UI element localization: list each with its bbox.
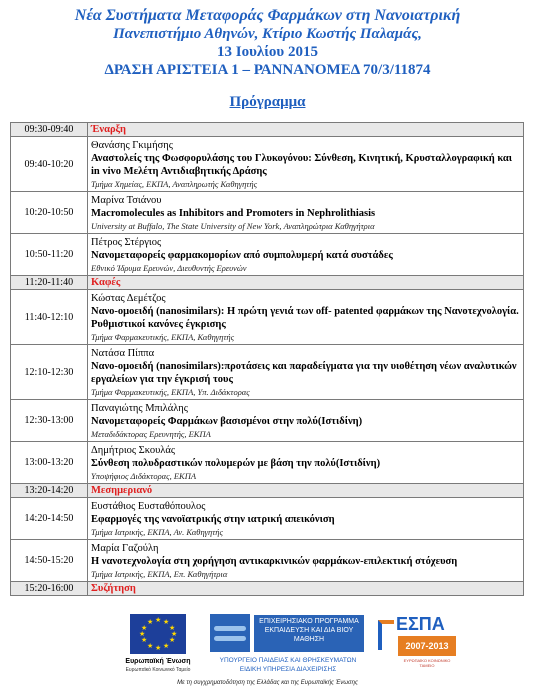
managing-authority: ΕΙΔΙΚΗ ΥΠΗΡΕΣΙΑ ΔΙΑΧΕΙΡΙΣΗΣ [239,666,337,673]
time-cell: 13:00-13:20 [11,442,88,484]
schedule-row [11,137,524,192]
schedule-row [11,290,524,345]
schedule-row [11,234,524,276]
speaker-name: Μαρίνα Τσιάνου [91,194,162,206]
event-venue: Πανεπιστήμιο Αθηνών, Κτίριο Κωστής Παλαμάς, [113,26,422,42]
talk-title: Νανο-ομοειδή (nanosimilars): Η πρώτη γενιά των off- patented φαρμάκων της Νανοτεχνολογία. Ρυθμιστικοί κανόνες έγκρισης [91,305,519,330]
speaker-name: Κώστας Δεμέτζος [91,292,166,304]
speaker-name: Ευστάθιος Ευσταθόπουλος [91,500,206,512]
document-header [0,0,535,80]
talk-cell [88,498,524,540]
speaker-affiliation: Τμήμα Ιατρικής, ΕΚΠΑ, Επ. Καθηγήτρια [91,568,228,579]
time-cell: 11:20-11:40 [11,276,88,290]
time-cell: 09:30-09:40 [11,123,88,137]
talk-title: Νανο-ομοειδή (nanosimilars):προτάσεις και παραδείγματα για την υιοθέτηση νέων αναλυτικών εργαλείων για την έγκρισή τους [91,360,517,385]
talk-cell [88,345,524,400]
speaker-name: Νατάσα Πίππα [91,347,155,359]
speaker-affiliation: Τμήμα Ιατρικής, ΕΚΠΑ, Αν. Καθηγητής [91,526,223,537]
talk-title: Η νανοτεχνολογία στη χορήγηση αντικαρκινικών φαρμάκων-επιλεκτική στόχευση [91,555,458,567]
time-cell: 10:20-10:50 [11,192,88,234]
eu-caption: Ευρωπαϊκή Ένωση [125,658,191,665]
time-cell: 14:20-14:50 [11,498,88,540]
break-label: Καφές [88,276,524,290]
talk-title: Macromolecules as Inhibitors and Promoters in Nephrolithiasis [91,207,376,219]
speaker-affiliation: University at Buffalo, The State University of New York, Αναπληρώτρια Καθηγήτρια [91,220,375,231]
talk-cell [88,442,524,484]
espa-subtitle: ΕΥΡΩΠΑΪΚΟ ΚΟΙΝΩΝΙΚΟ ΤΑΜΕΙΟ [403,658,451,668]
talk-cell [88,192,524,234]
speaker-name: Δημήτριος Σκουλάς [91,444,176,456]
speaker-affiliation: Εθνικό Ίδρυμα Ερευνών, Διευθυντής Ερευνών [91,262,247,273]
talk-cell [88,137,524,192]
speaker-affiliation: Μεταδιδάκτορας Ερευνητής, ΕΚΠΑ [91,428,211,439]
schedule-row [11,498,524,540]
time-cell: 14:50-15:20 [11,540,88,582]
speaker-affiliation: Τμήμα Φαρμακευτικής, ΕΚΠΑ, Καθηγητής [91,331,235,342]
espa-years: 2007-2013 [398,636,456,656]
event-date: 13 Ιουλίου 2015 [217,44,318,60]
espa-logo [378,614,464,668]
schedule-break-row [11,276,524,290]
time-cell: 09:40-10:20 [11,137,88,192]
program-title: Πρόγραμμα [229,94,306,110]
schedule-row [11,400,524,442]
break-label: Έναρξη [88,123,524,137]
talk-title: Εφαρμογές της νανοϊατρικής στην ιατρική απεικόνιση [91,513,335,525]
project-code: ΔΡΑΣΗ ΑΡΙΣΤΕΙΑ 1 – ΡΑΝΝΑΝΟΜΕΔ 70/3/11874 [104,62,431,78]
ministry-name: ΥΠΟΥΡΓΕΙΟ ΠΑΙΔΕΙΑΣ ΚΑΙ ΘΡΗΣΚΕΥΜΑΤΩΝ [219,657,357,664]
speaker-name: Θανάσης Γκιμήσης [91,139,173,151]
speaker-affiliation: Υποψήφιος Διδάκτορας, ΕΚΠΑ [91,470,197,481]
education-program-name: ΕΠΙΧΕΙΡΗΣΙΑΚΟ ΠΡΟΓΡΑΜΜΑ ΕΚΠΑΙΔΕΥΣΗ ΚΑΙ ΔΙΑ ΒΙΟΥ ΜΑΘΗΣΗ [254,615,364,652]
speaker-name: Παναγιώτης Μπιλάλης [91,402,188,414]
time-cell: 15:20-16:00 [11,582,88,596]
event-title: Νέα Συστήματα Μεταφοράς Φαρμάκων στη Νανοιατρική [74,7,461,24]
eu-subcaption: Ευρωπαϊκό Κοινωνικό Ταμείο [125,667,191,673]
talk-title: Νανομεταφορείς Φαρμάκων βασισμένοι στην πολύ(Ιστιδίνη) [91,415,363,427]
break-label: Συζήτηση [88,582,524,596]
speaker-name: Μαρία Γαζούλη [91,542,159,554]
talk-cell [88,290,524,345]
break-label: Μεσημεριανό [88,484,524,498]
talk-cell [88,400,524,442]
schedule-break-row [11,484,524,498]
time-cell: 12:10-12:30 [11,345,88,400]
espa-wordmark: ΕΣΠΑ [396,614,445,634]
schedule-table [10,122,524,596]
schedule-break-row [11,582,524,596]
schedule-break-row [11,123,524,137]
talk-title: Νανομεταφορείς φαρμακομορίων από συμπολυμερή κατά συστάδες [91,249,393,261]
time-cell: 11:40-12:10 [11,290,88,345]
speaker-affiliation: Τμήμα Φαρμακευτικής, ΕΚΠΑ, Υπ. Διδάκτορας [91,386,250,397]
ministry-block [210,656,366,674]
schedule-row [11,540,524,582]
speaker-affiliation: Τμήμα Χημείας, ΕΚΠΑ, Αναπληρωτής Καθηγητής [91,178,258,189]
eu-flag-icon: ★ ★ ★ ★ ★ ★ ★ ★ ★ ★ ★ ★ [130,614,186,654]
sponsor-footer [0,606,535,691]
schedule-row [11,442,524,484]
talk-cell [88,540,524,582]
education-program-logo-icon [210,614,250,652]
time-cell: 13:20-14:20 [11,484,88,498]
time-cell: 10:50-11:20 [11,234,88,276]
cofunding-note: Με τη συγχρηματοδότηση της Ελλάδας και της Ευρωπαϊκής Ένωσης [177,680,358,686]
schedule-row [11,345,524,400]
speaker-name: Πέτρος Στέργιος [91,236,162,248]
talk-cell [88,234,524,276]
talk-title: Σύνθεση πολυδραστικών πολυμερών με βάση την πολύ(Ιστιδίνη) [91,457,381,469]
time-cell: 12:30-13:00 [11,400,88,442]
talk-title: Αναστολείς της Φωσφορυλάσης του Γλυκογόνου: Σύνθεση, Κινητική, Κρυσταλλογραφική και in vivo Μελέτη Αντιδιαβητικής Δράσης [91,152,513,177]
espa-mark-icon [378,620,394,650]
schedule-row [11,192,524,234]
